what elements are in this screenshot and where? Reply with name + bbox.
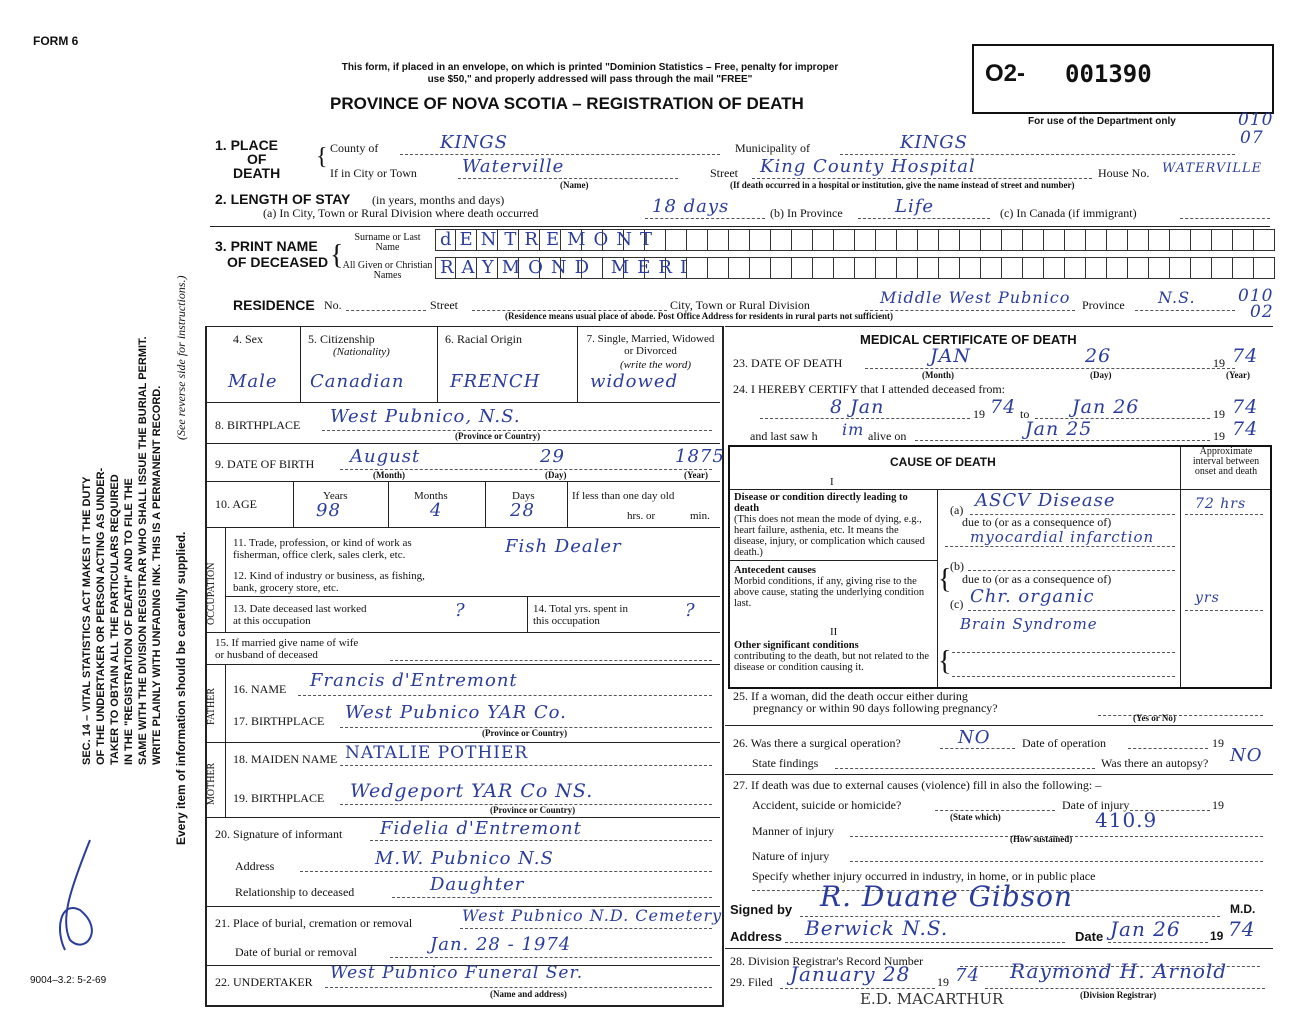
cause-a-interval: 72 hrs (1195, 496, 1247, 512)
city-label: If in City or Town (330, 166, 417, 180)
mother-birthplace-caption: (Province or Country) (490, 805, 576, 815)
mail-notice: This form, if placed in an envelope, on which is printed "Dominion Statistics – Free, penalty for improper use $50," and properly addressed will pass through the mail "FREE" (341, 62, 839, 85)
filed-year: 74 (955, 965, 980, 986)
direct-cause-text: Disease or condition directly leading to death (This does not mean the mode of dying, e.g., heart failure, asthenia, etc. It means the disease, injury, or complication which caused death.) (734, 492, 925, 558)
stay-city-value: 18 days (652, 196, 730, 217)
classification-code: 410.9 (1095, 808, 1158, 832)
nature-label: Nature of injury (752, 849, 830, 863)
cause-c-interval: yrs (1195, 590, 1220, 606)
father-birthplace-value: West Pubnico YAR Co. (345, 702, 567, 723)
racial-origin-value: FRENCH (450, 371, 541, 392)
side-instructions: SEC. 14 – VITAL STATISTICS ACT MAKES IT THE DUTY OF THE UNDERTAKER OR PERSON ACTING AS UNDER- TAKER TO OBTAIN ALL THE PARTICULARS REQUIRED IN THE "REGISTRATION OF DEATH" AND TO FILE THE SAME WITH THE DIVISION REGISTRAR WHO SHALL ISSUE THE BURIAL PERMIT. WRITE PLAINLY WITH UNFADING INK. THIS IS A PERMANENT RECORD. (81, 336, 163, 765)
interval-label: Approximate interval between onset and death (1192, 446, 1260, 477)
dept-code-1: 010 (1238, 110, 1274, 130)
stay-city-label: (a) In City, Town or Rural Division where death occurred (263, 206, 539, 220)
stay-province-label: (b) In Province (770, 206, 843, 220)
how-sustained-caption: (How sustained) (1010, 834, 1073, 844)
father-name-label: 16. NAME (233, 682, 287, 696)
birthplace-label: 8. BIRTHPLACE (215, 418, 301, 432)
residence-province-label: Province (1082, 298, 1125, 312)
last-worked-value: ? (455, 600, 466, 621)
registrar-signature: Raymond H. Arnold (1010, 959, 1228, 983)
state-findings-label: State findings (752, 756, 819, 770)
print-name-label: 3. PRINT NAME OF DECEASED (215, 238, 329, 270)
residence-no-label: No. (324, 298, 342, 312)
accident-label: Accident, suicide or homicide? (752, 798, 902, 812)
days-label: Days (512, 490, 535, 502)
informant-address-label: Address (235, 859, 275, 873)
q25-caption: (Yes or No) (1133, 713, 1176, 723)
sex-label: 4. Sex (233, 332, 263, 346)
attended-to-label: to (1020, 407, 1030, 421)
citizenship-note: (Nationality) (333, 346, 390, 358)
undertaker-caption: (Name and address) (490, 989, 567, 999)
dob-month-caption: (Month) (373, 470, 405, 480)
alive-on-year: 74 (1232, 418, 1259, 440)
min-label: min. (690, 510, 710, 522)
given-names-label: All Given or Christian Names (342, 260, 433, 281)
birthplace-value: West Pubnico, N.S. (330, 406, 521, 427)
dod-month-caption: (Month) (922, 370, 954, 380)
dob-year-caption: (Year) (684, 470, 708, 480)
medical-title: MEDICAL CERTIFICATE OF DEATH (860, 332, 1077, 347)
due-to-a-label: due to (or as a consequence of) (962, 515, 1112, 529)
burial-date-value: Jan. 28 - 1974 (430, 934, 572, 955)
attended-to-year: 74 (1232, 396, 1259, 418)
occupation-side-label: OCCUPATION (206, 562, 217, 625)
total-years-value: ? (685, 600, 696, 621)
relationship-value: Daughter (430, 874, 525, 895)
last-worked-label: 13. Date deceased last worked at this occupation (233, 603, 367, 627)
cause-c-label: (c) (950, 597, 964, 611)
dod-day: 26 (1085, 345, 1112, 367)
manner-label: Manner of injury (752, 824, 834, 838)
citizenship-value: Canadian (310, 371, 405, 392)
dod-month: JAN (930, 345, 971, 367)
side-every-item: Every item of information should be carefully supplied. (174, 531, 188, 845)
length-of-stay-label: 2. LENGTH OF STAY (215, 191, 351, 207)
house-value: WATERVILLE (1162, 161, 1263, 176)
days-value: 28 (510, 500, 535, 521)
physician-signature: R. Duane Gibson (820, 880, 1074, 913)
industry-label: 12. Kind of industry or business, as fishing, bank, grocery store, etc. (233, 570, 425, 594)
undertaker-value: West Pubnico Funeral Ser. (330, 963, 584, 983)
mother-side-label: MOTHER (206, 762, 217, 805)
undertaker-label: 22. UNDERTAKER (215, 975, 313, 989)
dob-day-caption: (Day) (545, 470, 567, 480)
birthplace-caption: (Province or Country) (455, 431, 541, 441)
informant-signature: Fidelia d'Entremont (380, 818, 582, 839)
signature-year: 74 (1228, 917, 1256, 941)
burial-place-label: 21. Place of burial, cremation or removal (215, 916, 413, 930)
mother-birthplace-value: Wedgeport YAR Co NS. (350, 780, 594, 802)
autopsy-label: Was there an autopsy? (1101, 756, 1209, 770)
signature-date-label: Date (1075, 929, 1104, 944)
q29-label: 29. Filed (730, 975, 773, 989)
filed-date: January 28 (790, 962, 911, 986)
attended-from-date: 8 Jan (830, 396, 885, 418)
relationship-label: Relationship to deceased (235, 885, 355, 899)
q27-label: 27. If death was due to external causes (violence) fill in also the following: – (733, 778, 1102, 792)
street-value: King County Hospital (760, 156, 976, 177)
form-title: PROVINCE OF NOVA SCOTIA – REGISTRATION OF DEATH (330, 94, 804, 113)
attended-to-year-prefix: 19 (1213, 407, 1225, 421)
alive-on-label: alive on (868, 429, 907, 443)
surname-label: Surname or Last Name (354, 232, 421, 253)
registrar-stamp: E.D. MACARTHUR (860, 990, 1004, 1008)
cause-b-label: (b) (950, 559, 964, 573)
side-see-reverse: (See reverse side for instructions.) (174, 275, 188, 440)
marital-note: (write the word) (620, 359, 692, 371)
dod-year-caption: (Year) (1226, 370, 1250, 380)
mother-maiden-value: NATALIE POTHIER (345, 743, 529, 763)
signed-by-label: Signed by (730, 902, 793, 917)
injury-year-prefix: 19 (1212, 798, 1224, 812)
margin-scribble (50, 830, 120, 960)
street-label: Street (710, 166, 738, 180)
total-years-label: 14. Total yrs. spent in this occupation (533, 603, 628, 627)
months-value: 4 (430, 500, 443, 521)
cause-c-value-2: Brain Syndrome (960, 615, 1098, 633)
signature-year-prefix: 19 (1210, 929, 1224, 943)
attended-from-year: 74 (990, 396, 1017, 418)
father-side-label: FATHER (206, 687, 217, 725)
injury-date-label: Date of injury (1062, 798, 1130, 812)
house-label: House No. (1098, 166, 1150, 180)
registrar-caption: (Division Registrar) (1080, 990, 1157, 1000)
dod-year: 74 (1232, 345, 1259, 367)
trade-value: Fish Dealer (505, 536, 622, 557)
informant-address-value: M.W. Pubnico N.S (375, 848, 554, 869)
county-label: County of (330, 141, 379, 155)
cause-a-value: ASCV Disease (975, 490, 1116, 511)
last-saw-label: and last saw h (750, 429, 818, 443)
dept-code-2: 07 (1240, 128, 1264, 148)
part-2-label: II (830, 626, 838, 638)
mother-maiden-label: 18. MAIDEN NAME (233, 752, 338, 766)
md-label: M.D. (1230, 902, 1256, 916)
stock-code: 9004–3.2: 5-2-69 (30, 975, 107, 986)
informant-sig-label: 20. Signature of informant (215, 827, 343, 841)
length-of-stay-note: (in years, months and days) (372, 193, 505, 207)
other-conditions-text: Other significant conditions contributing to the death, but not related to the disease or condition causing it. (734, 640, 930, 673)
less-than-day-label: If less than one day old (572, 490, 675, 502)
given-names-value: RAYMOND MERI (440, 257, 696, 278)
state-which-caption: (State which) (950, 812, 1001, 822)
dept-use-label: For use of the Department only (1028, 116, 1176, 127)
dob-day: 29 (540, 446, 565, 467)
filed-year-prefix: 19 (937, 975, 949, 989)
residence-street-label: Street (430, 298, 458, 312)
marital-label: 7. Single, Married, Widowed or Divorced (586, 333, 715, 357)
dob-month: August (350, 446, 421, 467)
dod-day-caption: (Day) (1090, 370, 1112, 380)
date-of-operation-label: Date of operation (1022, 736, 1106, 750)
sex-value: Male (228, 371, 278, 392)
spouse-label: 15. If married give name of wife or husband of deceased (215, 637, 359, 661)
father-birthplace-label: 17. BIRTHPLACE (233, 714, 325, 728)
antecedent-text: Antecedent causes Morbid conditions, if any, giving rise to the above cause, stating the underlying condition last. (734, 565, 925, 609)
racial-origin-label: 6. Racial Origin (445, 332, 522, 346)
age-label: 10. AGE (215, 497, 257, 511)
county-value: KINGS (440, 132, 509, 153)
cause-c-value: Chr. organic (970, 586, 1095, 607)
residence-province-value: N.S. (1158, 288, 1196, 307)
burial-place-value: West Pubnico N.D. Cemetery (462, 906, 723, 925)
months-label: Months (414, 490, 448, 502)
attended-to-date: Jan 26 (1072, 396, 1140, 418)
years-value: 98 (316, 500, 341, 521)
due-to-a-value: myocardial infarction (970, 528, 1155, 546)
residence-code-2: 02 (1250, 302, 1274, 322)
alive-on-date: Jan 25 (1025, 418, 1093, 440)
signature-address-label: Address (730, 929, 783, 944)
stay-canada-label: (c) In Canada (if immigrant) (1000, 206, 1137, 220)
place-of-death-label: 1. PLACE OF DEATH (215, 137, 281, 181)
citizenship-label: 5. Citizenship (308, 332, 375, 346)
trade-label: 11. Trade, profession, or kind of work as fisherman, office clerk, sales clerk, etc. (233, 537, 412, 561)
last-saw-pronoun: im (842, 420, 865, 439)
hospital-note: (If death occurred in a hospital or institution, give the name instead of street and number) (730, 180, 1075, 190)
surname-value: dENTREMONT (440, 229, 661, 250)
municipality-label: Municipality of (735, 141, 810, 155)
hrs-label: hrs. or (627, 510, 656, 522)
residence-label: RESIDENCE (233, 297, 315, 313)
cause-a-label: (a) (950, 503, 964, 517)
part-1-label: I (830, 476, 834, 488)
name-caption: (Name) (560, 180, 589, 190)
burial-date-label: Date of burial or removal (235, 945, 357, 959)
q26-value: NO (958, 727, 991, 748)
residence-city-label: City, Town or Rural Division (670, 298, 810, 312)
cause-of-death-title: CAUSE OF DEATH (890, 455, 996, 469)
stay-province-value: Life (895, 196, 935, 217)
specify-label: Specify whether injury occurred in industry, in home, or in public place (752, 869, 1096, 883)
marital-value: widowed (590, 371, 679, 392)
municipality-value: KINGS (900, 132, 969, 153)
dob-year: 1875 (675, 446, 725, 467)
dod-label: 23. DATE OF DEATH (733, 356, 843, 370)
city-value: Waterville (462, 156, 565, 177)
residence-note: (Residence means usual place of abode. Post Office Address for residents in rural parts not sufficient) (505, 311, 893, 321)
years-label: Years (323, 490, 348, 502)
mother-birthplace-label: 19. BIRTHPLACE (233, 791, 325, 805)
certify-label: 24. I HEREBY CERTIFY that I attended deceased from: (733, 382, 1005, 396)
attended-from-year-prefix: 19 (973, 407, 985, 421)
operation-year-prefix: 19 (1212, 736, 1224, 750)
alive-on-year-prefix: 19 (1213, 429, 1225, 443)
due-to-b-label: due to (or as a consequence of) (962, 572, 1112, 586)
father-birthplace-caption: (Province or Country) (482, 728, 568, 738)
dod-year-prefix: 19 (1213, 356, 1225, 370)
father-name-value: Francis d'Entremont (310, 670, 518, 691)
dob-label: 9. DATE OF BIRTH (215, 457, 315, 471)
signature-date-value: Jan 26 (1110, 917, 1181, 941)
q25-label: 25. If a woman, did the death occur either during pregnancy or within 90 days following pregnancy? (733, 689, 998, 715)
residence-code-1: 010 (1238, 286, 1274, 306)
autopsy-value: NO (1230, 745, 1263, 766)
q28-label: 28. Division Registrar's Record Number (730, 954, 924, 968)
form-number: FORM 6 (33, 34, 79, 48)
q26-label: 26. Was there a surgical operation? (733, 736, 901, 750)
reg-number: 001390 (1065, 60, 1152, 88)
reg-prefix: O2- (985, 60, 1026, 87)
signature-address-value: Berwick N.S. (805, 916, 949, 940)
residence-city-value: Middle West Pubnico (880, 288, 1071, 307)
